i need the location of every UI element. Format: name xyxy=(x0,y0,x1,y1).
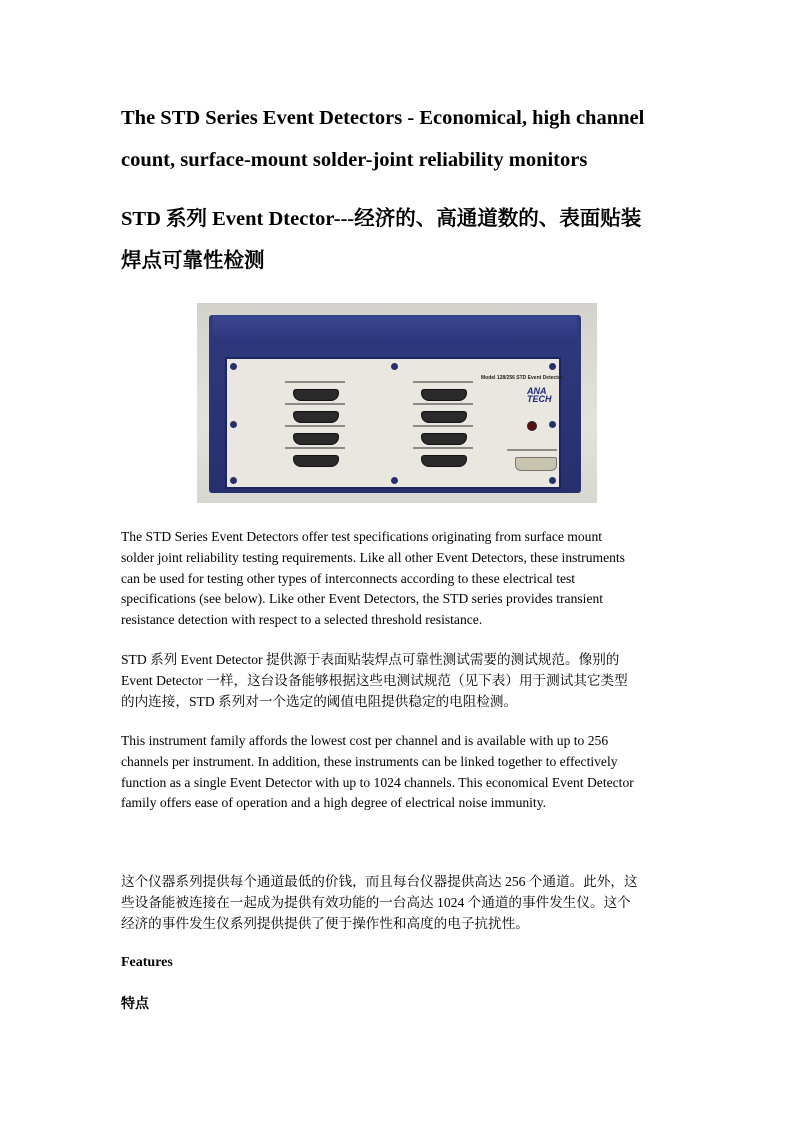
screw-icon xyxy=(549,477,556,484)
title-chinese-line: STD 系列 Event Dtector---经济的、高通道数的、表面贴装 xyxy=(121,208,642,230)
paragraph-line: channels per instrument. In addition, these instruments can be linked together to effectively xyxy=(121,753,618,769)
paragraph-line: 些设备能被连接在一起成为提供有效功能的一台高达 1024 个通道的事件发生仪。这个 xyxy=(121,894,631,910)
connector-icon xyxy=(421,389,467,401)
paragraph-line: The STD Series Event Detectors offer test specifications originating from surface mount xyxy=(121,529,603,544)
connector-label-mark xyxy=(413,403,473,405)
title-english-line: count, surface-mount solder-joint reliability monitors xyxy=(121,149,588,171)
connector-label-mark xyxy=(413,447,473,449)
paragraph-2 xyxy=(121,650,681,712)
paragraph-line: STD 系列 Event Detector 提供源于表面贴装焊点可靠性测试需要的测试规范。像别的 xyxy=(121,652,620,667)
connector-label-mark xyxy=(285,381,345,383)
paragraph-line: 这个仪器系列提供每个通道最低的价钱，而且每台仪器提供高达 256 个通道。此外，这 xyxy=(121,874,638,889)
connector-icon xyxy=(421,433,467,445)
paragraph-line: specifications (see below). Like other Event Detectors, the STD series provides transient xyxy=(121,591,604,607)
screw-icon xyxy=(549,421,556,428)
paragraph-1 xyxy=(121,527,681,631)
serial-port-icon xyxy=(515,457,557,471)
title-english-line: The STD Series Event Detectors - Economical, high channel xyxy=(121,107,645,129)
paragraph-line: family offers ease of operation and a high degree of electrical noise immunity. xyxy=(121,795,547,811)
paragraph-line: solder joint reliability testing requirements. Like all other Event Detectors, these instruments xyxy=(121,549,625,565)
screw-icon xyxy=(391,477,398,484)
title-chinese xyxy=(121,198,681,282)
connector-icon xyxy=(293,433,339,445)
connector-icon xyxy=(293,411,339,423)
logo-line: TECH xyxy=(527,394,552,404)
screw-icon xyxy=(391,363,398,370)
power-led-icon xyxy=(527,421,537,431)
connector-label-mark xyxy=(413,425,473,427)
logo-line: ANA xyxy=(527,386,547,396)
chassis-top xyxy=(213,315,577,343)
paragraph-line: Event Detector 一样，这台设备能够根据这些电测试规范（见下表）用于测试其它类型 xyxy=(121,672,628,688)
paragraph-line: This instrument family affords the lowest cost per channel and is available with up to 256 xyxy=(121,733,609,748)
port-label-mark xyxy=(507,449,557,451)
front-panel xyxy=(225,357,561,489)
paragraph-line: resistance detection with respect to a selected threshold resistance. xyxy=(121,612,483,628)
screw-icon xyxy=(230,363,237,370)
title-chinese-line: 焊点可靠性检测 xyxy=(121,250,265,272)
connector-label-mark xyxy=(285,403,345,405)
paragraph-line: 经济的事件发生仪系列提供提供了便于操作性和高度的电子抗扰性。 xyxy=(121,915,529,931)
title-english xyxy=(121,97,681,181)
paragraph-line: 的内连接，STD 系列对一个选定的阈值电阻提供稳定的电阻检测。 xyxy=(121,693,518,709)
connector-icon xyxy=(421,411,467,423)
paragraph-3 xyxy=(121,731,681,814)
screw-icon xyxy=(549,363,556,370)
screw-icon xyxy=(230,421,237,428)
features-heading-english: Features xyxy=(121,955,173,970)
connector-icon xyxy=(421,455,467,467)
features-heading-chinese: 特点 xyxy=(121,997,149,1012)
screw-icon xyxy=(230,477,237,484)
anatech-logo xyxy=(527,387,552,403)
connector-label-mark xyxy=(285,447,345,449)
connector-label-mark xyxy=(413,381,473,383)
instrument-chassis xyxy=(209,315,581,493)
product-photo xyxy=(197,303,597,503)
paragraph-4 xyxy=(121,872,681,934)
paragraph-line: function as a single Event Detector with up to 1024 channels. This economical Event Detector xyxy=(121,774,634,790)
connector-icon xyxy=(293,455,339,467)
connector-label-mark xyxy=(285,425,345,427)
model-label: Model 128/256 STD Event Detector xyxy=(481,375,563,381)
paragraph-line: can be used for testing other types of interconnects according to these electrical test xyxy=(121,570,576,586)
connector-icon xyxy=(293,389,339,401)
